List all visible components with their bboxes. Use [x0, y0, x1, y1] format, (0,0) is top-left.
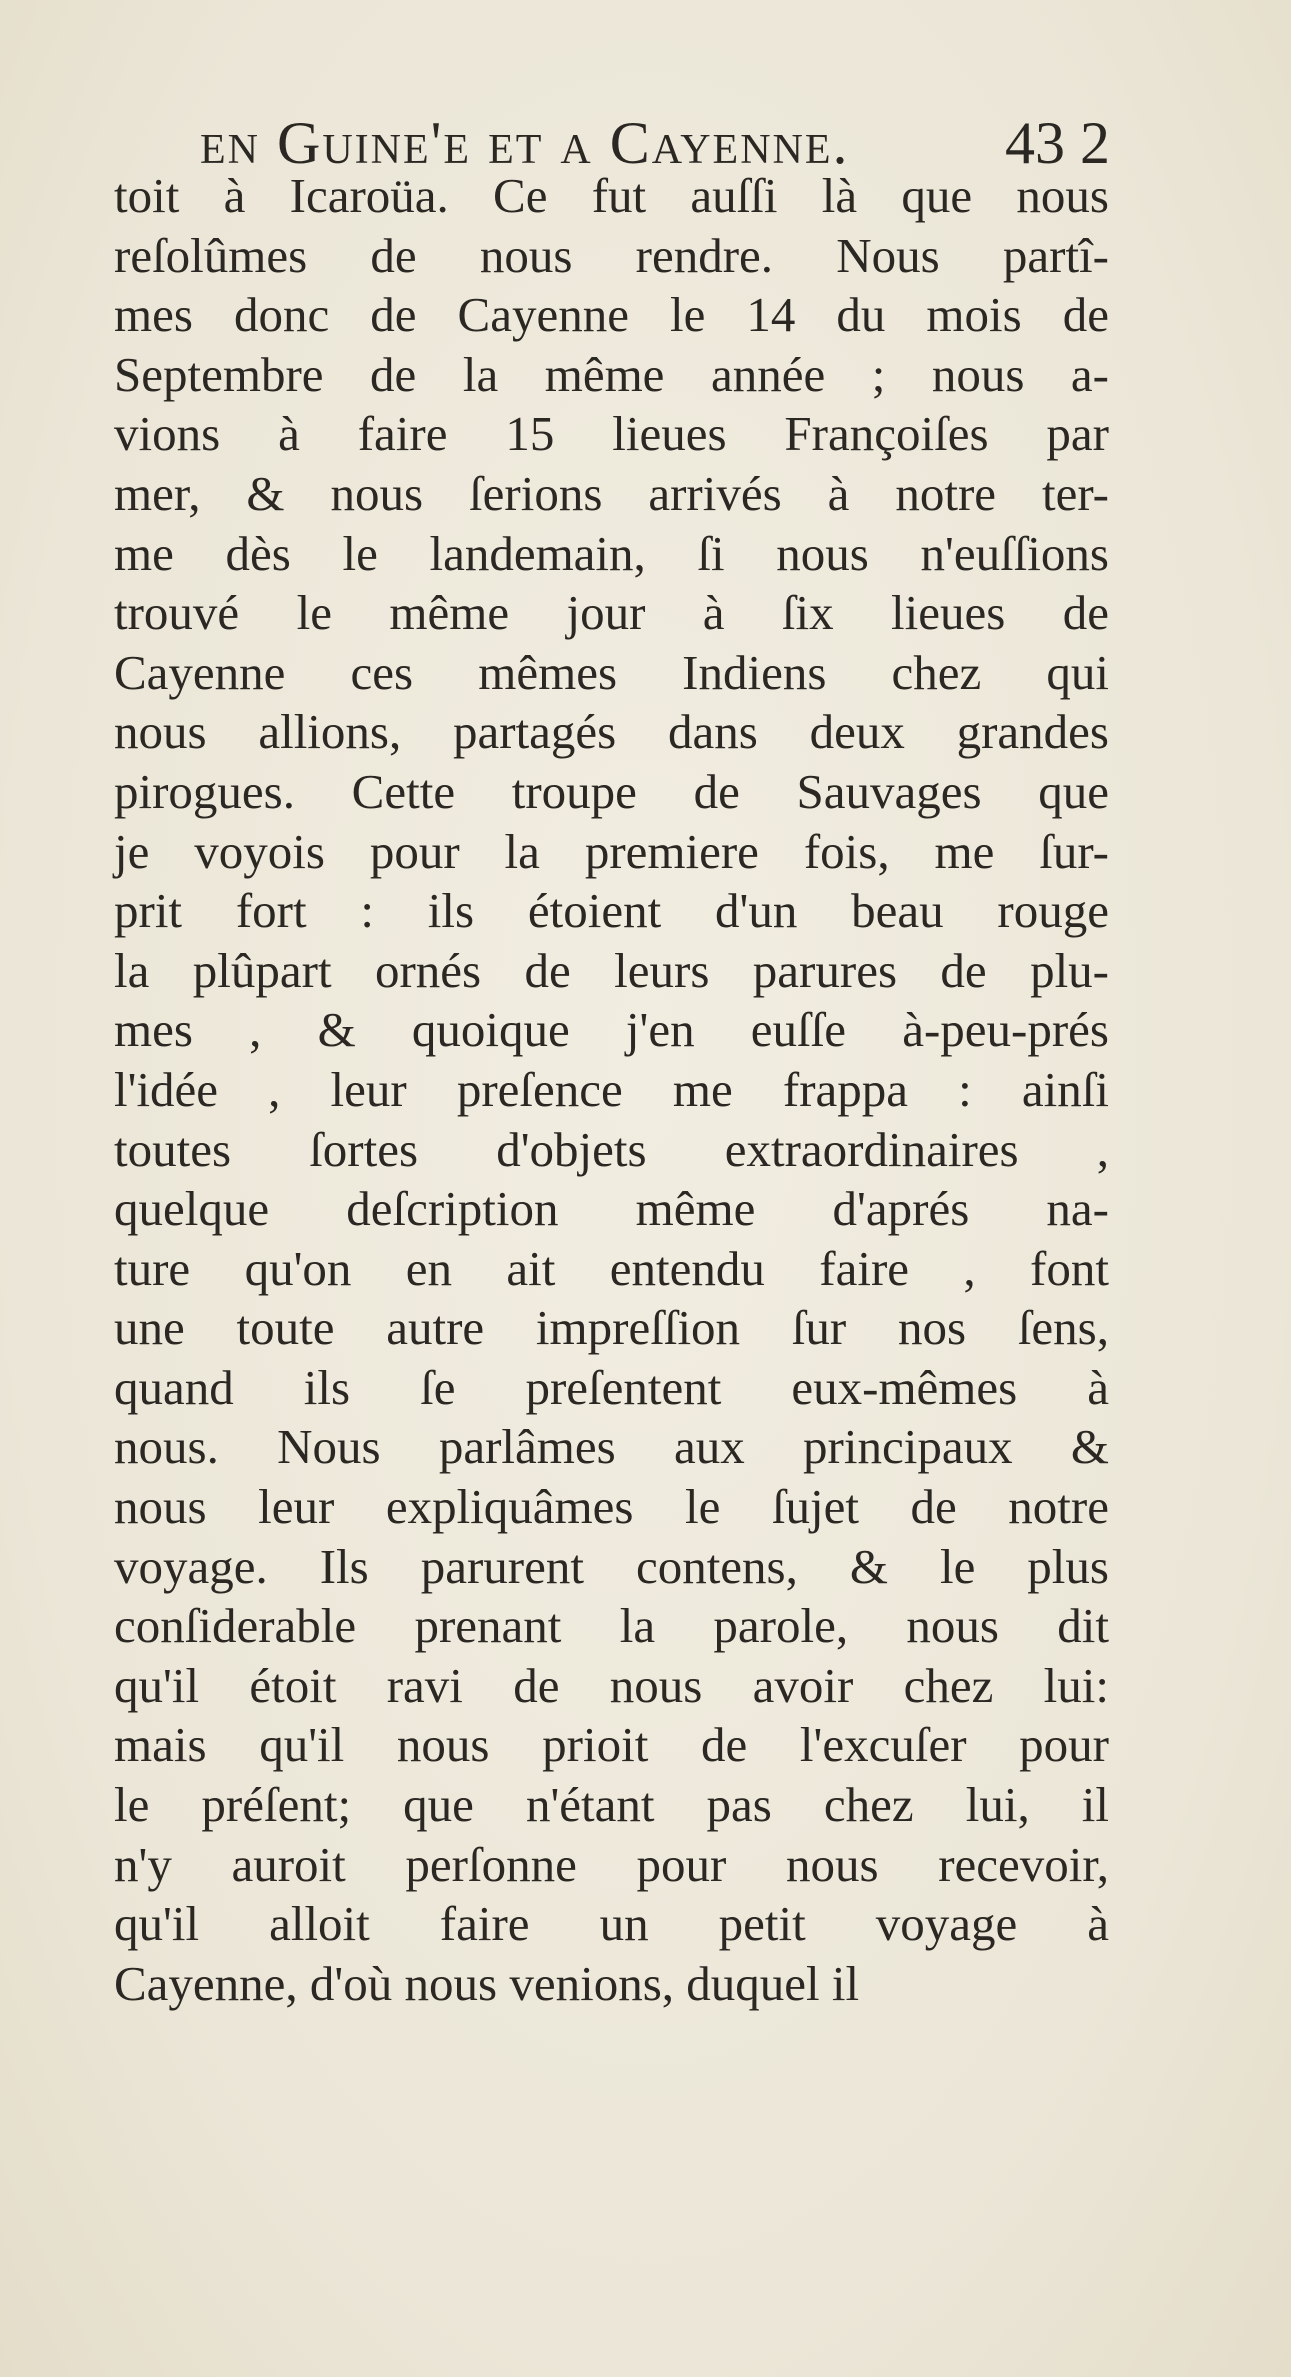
text-line: une toute autre impreſſion ſur nos ſens, — [114, 1300, 1109, 1356]
text-line: qu'il étoit ravi de nous avoir chez lui: — [114, 1657, 1109, 1713]
text-line: toutes ſortes d'objets extraordinaires , — [114, 1121, 1109, 1177]
body-text — [114, 166, 1109, 2013]
text-line: je voyois pour la premiere fois, me ſur- — [114, 823, 1109, 879]
text-line: toit à Icaroüa. Ce fut auſſi là que nous — [114, 168, 1109, 223]
text-line: n'y auroit perſonne pour nous recevoir, — [114, 1836, 1109, 1892]
text-line: Cayenne, d'où nous venions, duquel il — [114, 1955, 860, 2011]
text-line: reſolûmes de nous rendre. Nous partî- — [114, 227, 1109, 283]
text-line: mes , & quoique j'en euſſe à-peu-prés — [114, 1002, 1109, 1058]
text-line: voyage. Ils parurent contens, & le plus — [114, 1538, 1109, 1594]
text-line: l'idée , leur preſence me frappa : ainſi — [114, 1061, 1109, 1117]
text-line: vions à faire 15 lieues Françoiſes par — [114, 406, 1109, 462]
text-line: trouvé le même jour à ſix lieues de — [114, 585, 1109, 641]
text-line: le préſent; que n'étant pas chez lui, il — [114, 1777, 1109, 1833]
text-line: la plûpart ornés de leurs parures de plu- — [114, 942, 1109, 998]
text-line: Cayenne ces mêmes Indiens chez qui — [114, 644, 1109, 700]
text-line: me dès le landemain, ſi nous n'euſſions — [114, 525, 1109, 581]
text-line: mais qu'il nous prioit de l'excuſer pour — [114, 1717, 1109, 1773]
text-line: mer, & nous ſerions arrivés à notre ter- — [114, 465, 1109, 521]
text-line: nous allions, partagés dans deux grandes — [114, 704, 1109, 760]
running-head-title: en Guine'e et a Cayenne. — [200, 110, 850, 176]
text-line: pirogues. Cette troupe de Sauvages que — [114, 763, 1109, 819]
text-line: conſiderable prenant la parole, nous dit — [114, 1598, 1109, 1654]
text-line: Septembre de la même année ; nous a- — [114, 346, 1109, 402]
page-number: 43 2 — [1005, 110, 1110, 176]
text-line: quand ils ſe preſentent eux-mêmes à — [114, 1359, 1109, 1415]
text-line: nous. Nous parlâmes aux principaux & — [114, 1419, 1109, 1475]
text-line: quelque deſcription même d'aprés na- — [114, 1181, 1109, 1237]
text-line: mes donc de Cayenne le 14 du mois de — [114, 287, 1109, 343]
text-line: qu'il alloit faire un petit voyage à — [114, 1896, 1109, 1952]
text-line: prit fort : ils étoient d'un beau rouge — [114, 883, 1109, 939]
text-line: nous leur expliquâmes le ſujet de notre — [114, 1479, 1109, 1535]
text-line: ture qu'on en ait entendu faire , font — [114, 1240, 1109, 1296]
